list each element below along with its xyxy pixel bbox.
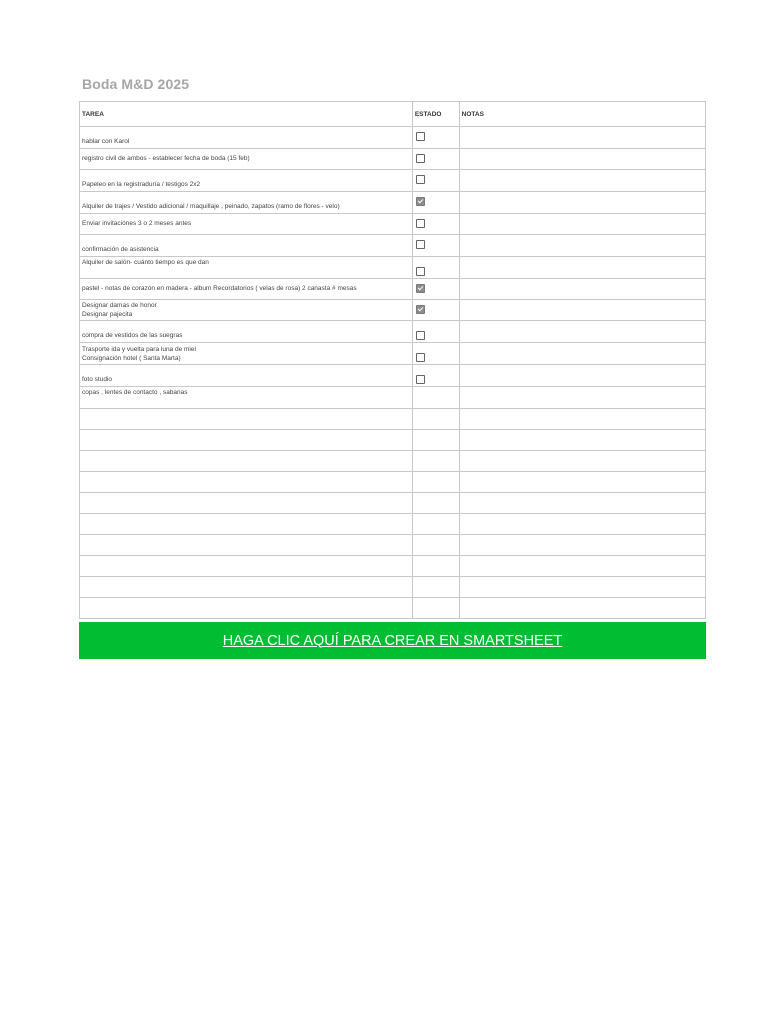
status-cell[interactable] <box>412 493 459 514</box>
task-line: Designar damas de honor <box>82 302 157 309</box>
status-cell <box>412 127 459 149</box>
notes-cell[interactable] <box>459 170 705 192</box>
header-notes: NOTAS <box>459 102 705 127</box>
table-row <box>80 321 706 343</box>
status-cell[interactable] <box>412 409 459 430</box>
status-cell <box>412 321 459 343</box>
task-cell[interactable]: Alquiler de trajes / Vestido adicional / maquillaje , peinado, zapatos (ramo de flores - velo) <box>80 192 413 214</box>
task-cell[interactable]: Enviar invitaciónes 3 o 2 meses antes <box>80 214 413 235</box>
notes-cell[interactable] <box>459 257 705 279</box>
checkbox[interactable] <box>416 353 425 362</box>
checkbox[interactable] <box>416 331 425 340</box>
task-cell[interactable] <box>80 343 413 365</box>
notes-cell[interactable] <box>459 535 705 556</box>
table-row <box>80 214 706 235</box>
checkbox-checked[interactable] <box>416 305 425 314</box>
task-cell[interactable] <box>80 493 413 514</box>
notes-cell[interactable] <box>459 451 705 472</box>
table-row <box>80 343 706 365</box>
task-cell[interactable] <box>80 409 413 430</box>
checkbox[interactable] <box>416 240 425 249</box>
notes-cell[interactable] <box>459 127 705 149</box>
checkbox[interactable] <box>416 375 425 384</box>
table-row-empty <box>80 514 706 535</box>
task-cell[interactable] <box>80 472 413 493</box>
status-cell <box>412 192 459 214</box>
status-cell <box>412 300 459 321</box>
table-row-empty <box>80 451 706 472</box>
notes-cell[interactable] <box>459 409 705 430</box>
smartsheet-cta-link[interactable]: HAGA CLIC AQUÍ PARA CREAR EN SMARTSHEET <box>222 632 563 649</box>
status-cell <box>412 214 459 235</box>
table-row <box>80 279 706 300</box>
table-row-empty <box>80 409 706 430</box>
status-cell[interactable] <box>412 514 459 535</box>
task-line: Consignación hotel ( Santa Marta) <box>82 354 181 362</box>
table-row-empty <box>80 598 706 619</box>
task-cell[interactable]: registro civil de ambos - establecer fecha de boda (15 feb) <box>80 149 413 170</box>
table-row <box>80 192 706 214</box>
task-cell[interactable]: compra de vestidos de las suegras <box>80 321 413 343</box>
status-cell[interactable] <box>412 577 459 598</box>
task-cell[interactable] <box>80 451 413 472</box>
header-task: TAREA <box>80 102 413 127</box>
task-line: Trasporte ida y vuelta para luna de miel <box>82 345 196 353</box>
notes-cell[interactable] <box>459 300 705 321</box>
notes-cell[interactable] <box>459 192 705 214</box>
table-row-empty <box>80 577 706 598</box>
task-cell[interactable]: Alquiler de salón- cuánto tiempo es que dan <box>80 257 413 279</box>
notes-cell[interactable] <box>459 598 705 619</box>
task-cell[interactable] <box>80 598 413 619</box>
table-row <box>80 365 706 387</box>
notes-cell[interactable] <box>459 279 705 300</box>
table-row-empty <box>80 493 706 514</box>
task-cell[interactable]: hablar con Karol <box>80 127 413 149</box>
task-cell[interactable] <box>80 535 413 556</box>
task-cell[interactable]: Papeleo en la registraduría / testigos 2x2 <box>80 170 413 192</box>
table-row <box>80 149 706 170</box>
checkbox[interactable] <box>416 132 425 141</box>
task-cell[interactable]: foto studio <box>80 365 413 387</box>
notes-cell[interactable] <box>459 493 705 514</box>
checkbox-checked[interactable] <box>416 197 425 206</box>
checkbox[interactable] <box>416 154 425 163</box>
table-row-empty <box>80 535 706 556</box>
table-row <box>80 170 706 192</box>
notes-cell[interactable] <box>459 343 705 365</box>
notes-cell[interactable] <box>459 430 705 451</box>
task-cell[interactable] <box>80 300 413 321</box>
task-line: Designar pajecita <box>82 311 133 318</box>
task-cell[interactable] <box>80 556 413 577</box>
header-status: ESTADO <box>412 102 459 127</box>
checkbox[interactable] <box>416 219 425 228</box>
table-header-row <box>80 102 706 127</box>
task-cell[interactable] <box>80 430 413 451</box>
notes-cell[interactable] <box>459 556 705 577</box>
checkbox[interactable] <box>416 175 425 184</box>
notes-cell[interactable] <box>459 514 705 535</box>
notes-cell[interactable] <box>459 577 705 598</box>
table-row-empty <box>80 472 706 493</box>
table-row <box>80 257 706 279</box>
status-cell[interactable] <box>412 598 459 619</box>
notes-cell[interactable] <box>459 472 705 493</box>
notes-cell[interactable] <box>459 149 705 170</box>
notes-cell[interactable] <box>459 321 705 343</box>
document-title: Boda M&D 2025 <box>82 76 190 92</box>
status-cell <box>412 170 459 192</box>
table-row <box>80 127 706 149</box>
checkbox-checked[interactable] <box>416 284 425 293</box>
status-cell[interactable] <box>412 556 459 577</box>
status-cell <box>412 149 459 170</box>
table-row <box>80 235 706 257</box>
table-row <box>80 387 706 409</box>
table-row-empty <box>80 556 706 577</box>
notes-cell[interactable] <box>459 365 705 387</box>
task-cell[interactable] <box>80 577 413 598</box>
table-row-empty <box>80 430 706 451</box>
notes-cell[interactable] <box>459 214 705 235</box>
task-cell[interactable]: pastel - notas de corazón en madera - album Recordatorios ( velas de rosa) 2 canasta # mesas <box>80 279 413 300</box>
checkbox[interactable] <box>416 267 425 276</box>
status-cell[interactable] <box>412 472 459 493</box>
status-cell <box>412 279 459 300</box>
status-cell[interactable] <box>412 430 459 451</box>
status-cell <box>412 343 459 365</box>
status-cell[interactable] <box>412 451 459 472</box>
smartsheet-cta-banner[interactable] <box>79 622 706 659</box>
status-cell <box>412 365 459 387</box>
status-cell <box>412 235 459 257</box>
task-table <box>79 101 706 619</box>
task-cell[interactable]: copas , lentes de contacto , sabanas <box>80 387 413 409</box>
status-cell <box>412 387 459 409</box>
status-cell <box>412 257 459 279</box>
task-cell[interactable]: confirmación de asistencia <box>80 235 413 257</box>
status-cell[interactable] <box>412 535 459 556</box>
task-cell[interactable] <box>80 514 413 535</box>
table-row <box>80 300 706 321</box>
notes-cell[interactable] <box>459 235 705 257</box>
notes-cell[interactable] <box>459 387 705 409</box>
